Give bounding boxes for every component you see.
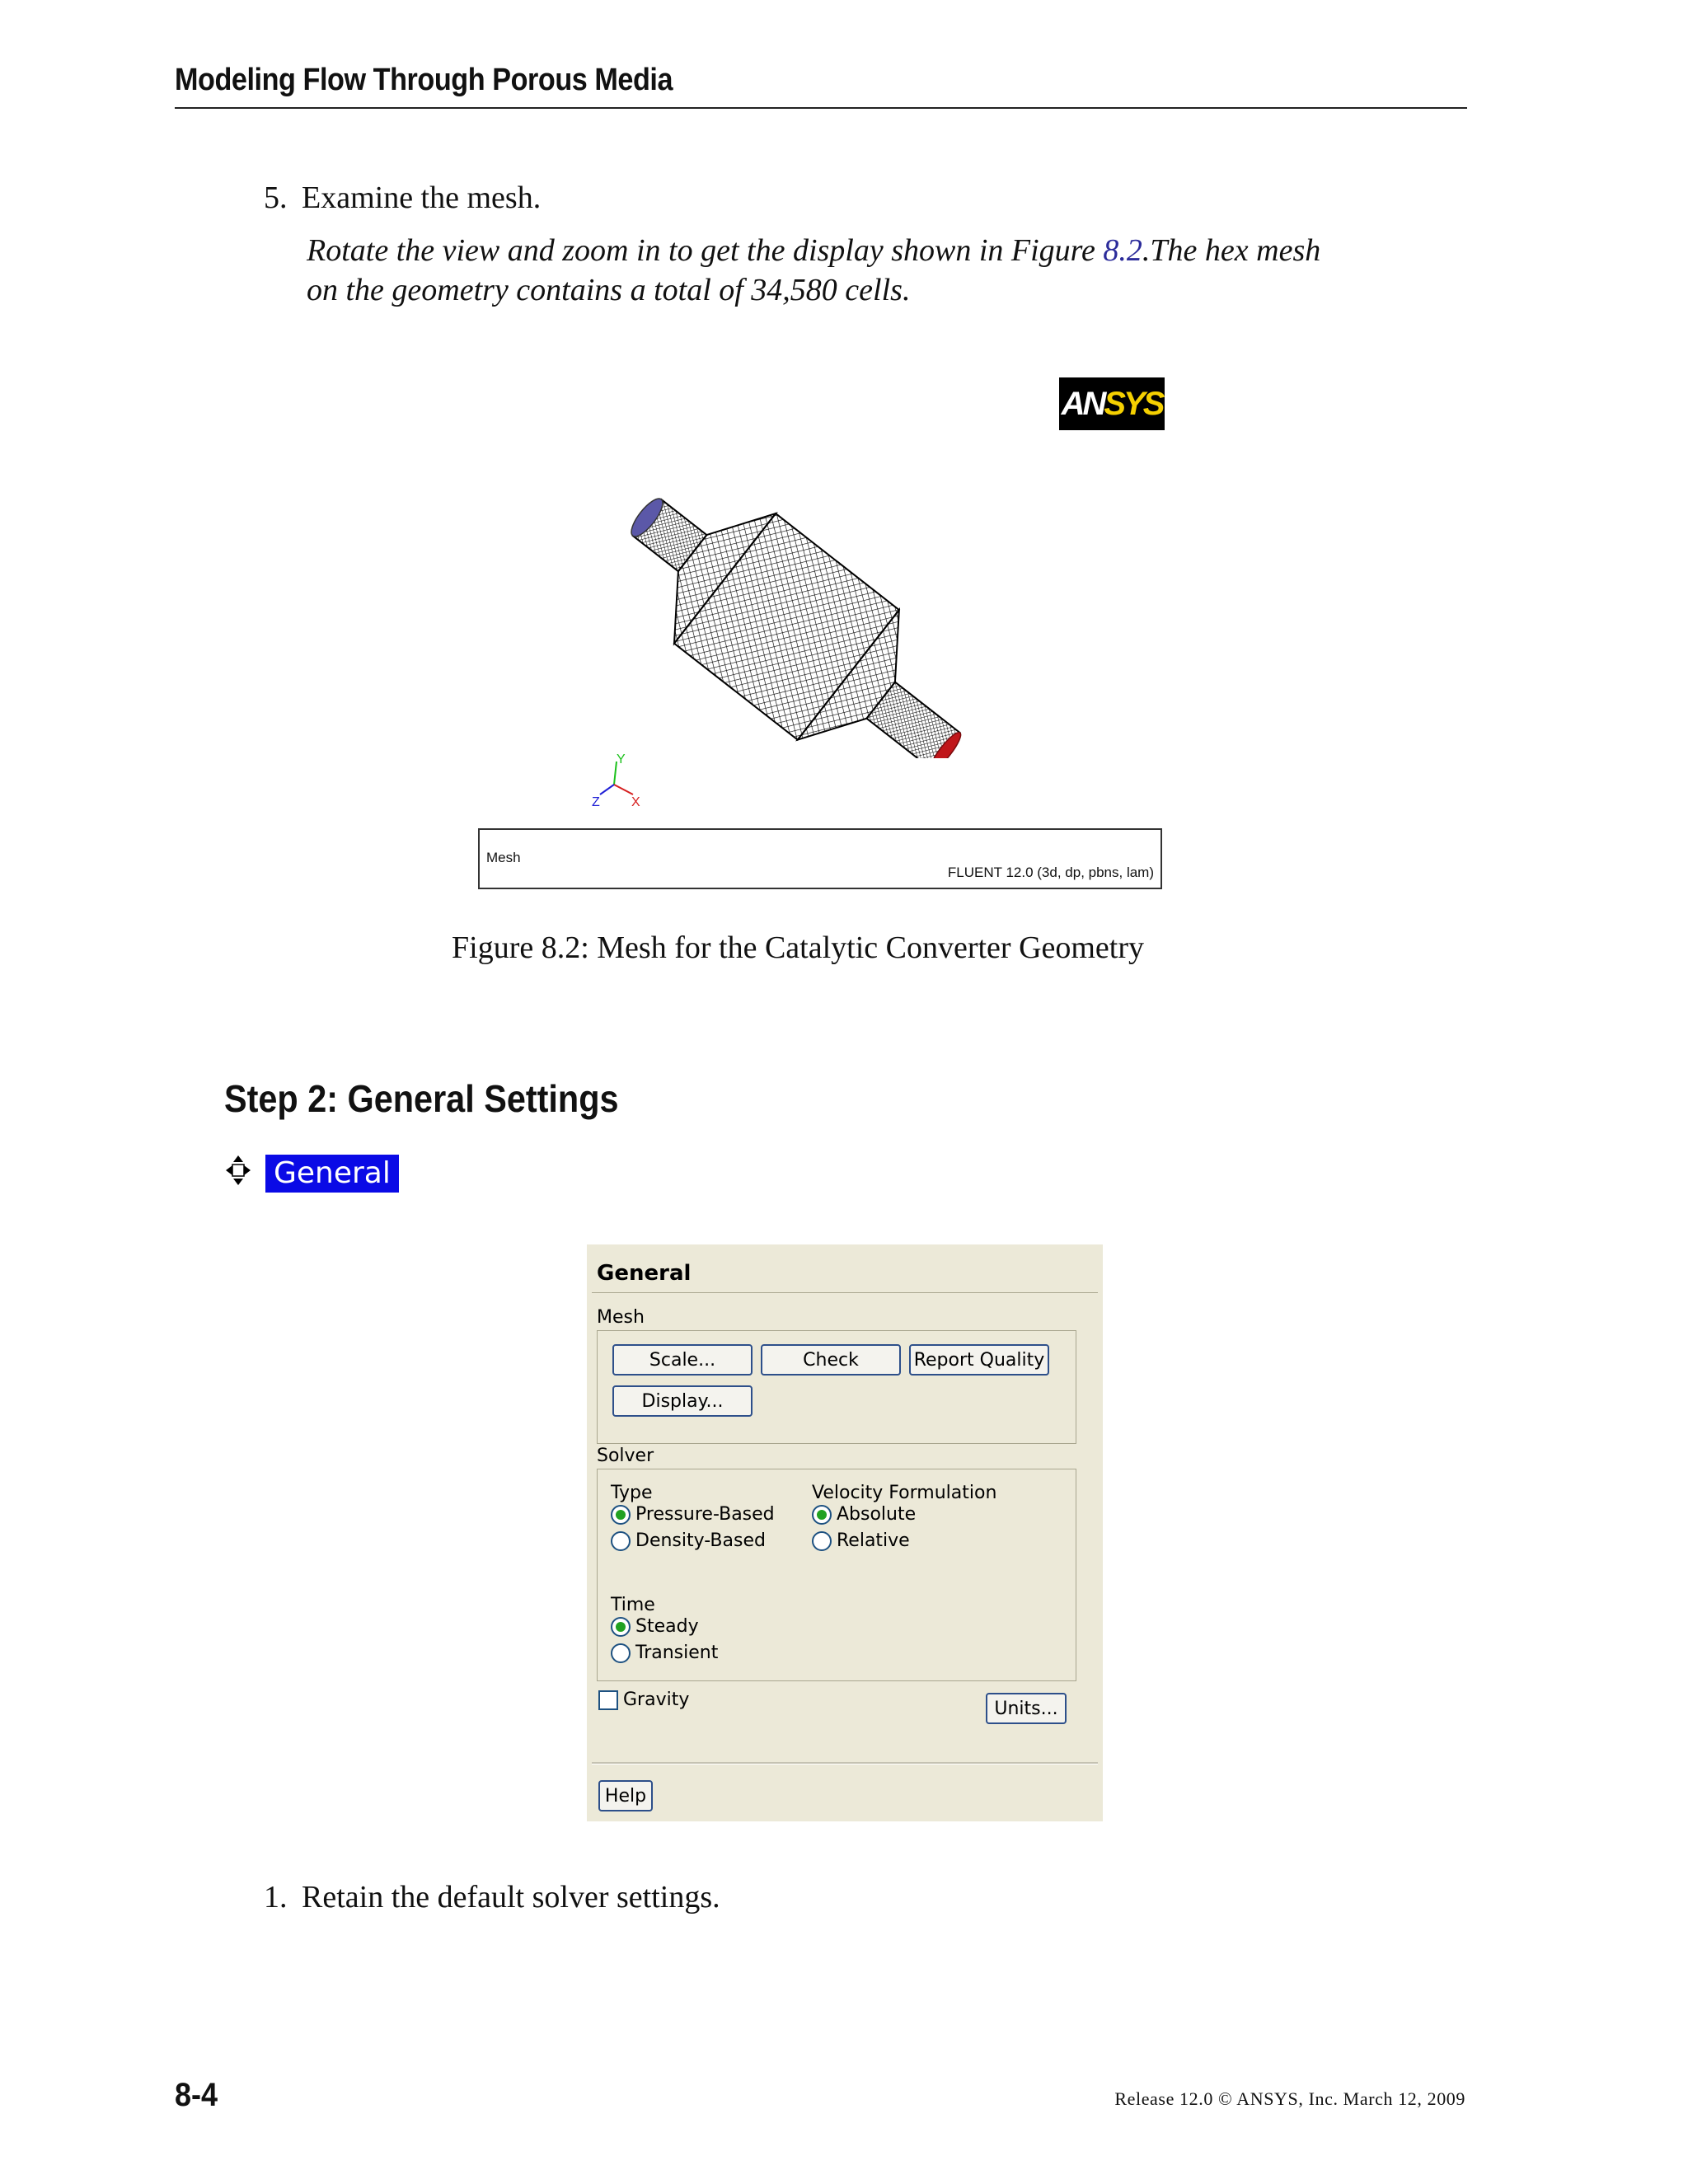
step5-text: Examine the mesh. — [302, 180, 542, 215]
time-label: Time — [611, 1595, 655, 1615]
panel-title-rule — [592, 1292, 1098, 1293]
report-quality-button[interactable]: Report Quality — [909, 1344, 1049, 1376]
step2-heading: Step 2: General Settings — [224, 1077, 619, 1120]
radio-absolute[interactable] — [812, 1504, 916, 1525]
radio-button[interactable] — [611, 1617, 631, 1637]
axis-triad — [585, 752, 643, 809]
radio-label: Steady — [635, 1616, 699, 1637]
radio-label: Relative — [837, 1530, 910, 1551]
radio-label: Absolute — [837, 1504, 917, 1525]
step5-note-text: Rotate the view and zoom in to get the display shown in Figure — [307, 233, 1104, 268]
radio-steady[interactable] — [611, 1616, 699, 1637]
running-header: Modeling Flow Through Porous Media — [175, 63, 673, 97]
radio-button[interactable] — [812, 1505, 832, 1525]
type-label: Type — [611, 1483, 653, 1503]
figure-ref-link[interactable]: 8.2 — [1103, 233, 1142, 268]
radio-pressure-based[interactable] — [611, 1504, 775, 1525]
gravity-checkbox-row[interactable] — [598, 1690, 689, 1710]
radio-button[interactable] — [611, 1643, 631, 1663]
page-number: 8-4 — [175, 2077, 218, 2113]
step5-number: 5. — [264, 180, 288, 215]
step5-note-line2: on the geometry contains a total of 34,580 cells. — [307, 273, 911, 307]
help-button[interactable]: Help — [598, 1780, 653, 1811]
logo-an-text: AN — [1061, 385, 1104, 422]
x-axis-label: X — [631, 795, 640, 809]
solver-groupbox — [597, 1469, 1076, 1681]
step1-item — [264, 1879, 720, 1915]
general-nav-link[interactable]: General — [265, 1155, 399, 1193]
navigation-arrows-icon — [224, 1154, 252, 1187]
mesh-group-label: Mesh — [597, 1307, 645, 1328]
gravity-label: Gravity — [623, 1690, 690, 1710]
units-button[interactable]: Units... — [986, 1693, 1067, 1724]
radio-density-based[interactable] — [611, 1530, 766, 1551]
x-axis-line — [614, 785, 633, 794]
step5-note-text-after: .The hex mesh — [1142, 233, 1321, 268]
solver-group-label: Solver — [597, 1446, 654, 1466]
check-button[interactable]: Check — [761, 1344, 901, 1376]
general-panel — [587, 1244, 1103, 1821]
release-line: Release 12.0 © ANSYS, Inc. March 12, 2009 — [1114, 2088, 1465, 2109]
gravity-checkbox[interactable] — [598, 1690, 618, 1710]
radio-button[interactable] — [611, 1505, 631, 1525]
radio-label: Pressure-Based — [635, 1504, 775, 1525]
mesh-groupbox — [597, 1330, 1076, 1444]
header-rule — [175, 107, 1467, 109]
info-right-label: FLUENT 12.0 (3d, dp, pbns, lam) — [947, 865, 1154, 880]
scale-button[interactable]: Scale... — [612, 1344, 753, 1376]
z-axis-line — [600, 785, 614, 794]
radio-label: Transient — [635, 1643, 719, 1663]
info-left-label: Mesh — [486, 850, 521, 865]
radio-transient[interactable] — [611, 1643, 718, 1663]
logo-sys-text: SYS — [1104, 385, 1163, 422]
display-button[interactable]: Display... — [612, 1385, 753, 1417]
radio-relative[interactable] — [812, 1530, 910, 1551]
step1-number: 1. — [264, 1880, 288, 1915]
step5-item — [264, 180, 541, 216]
velocity-formulation-label: Velocity Formulation — [812, 1483, 997, 1503]
step5-note-line1 — [307, 232, 1469, 269]
ansys-logo — [1059, 377, 1165, 430]
z-axis-label: Z — [592, 795, 600, 809]
radio-button[interactable] — [812, 1531, 832, 1551]
panel-title: General — [597, 1261, 692, 1286]
radio-label: Density-Based — [635, 1530, 766, 1551]
radio-button[interactable] — [611, 1531, 631, 1551]
figure-caption: Figure 8.2: Mesh for the Catalytic Converter Geometry — [452, 930, 1145, 965]
figure-info-box — [478, 828, 1162, 889]
mesh-graphic — [626, 486, 1022, 758]
step1-text: Retain the default solver settings. — [302, 1880, 720, 1915]
panel-bottom-rule — [592, 1762, 1098, 1765]
y-axis-label: Y — [617, 752, 626, 766]
